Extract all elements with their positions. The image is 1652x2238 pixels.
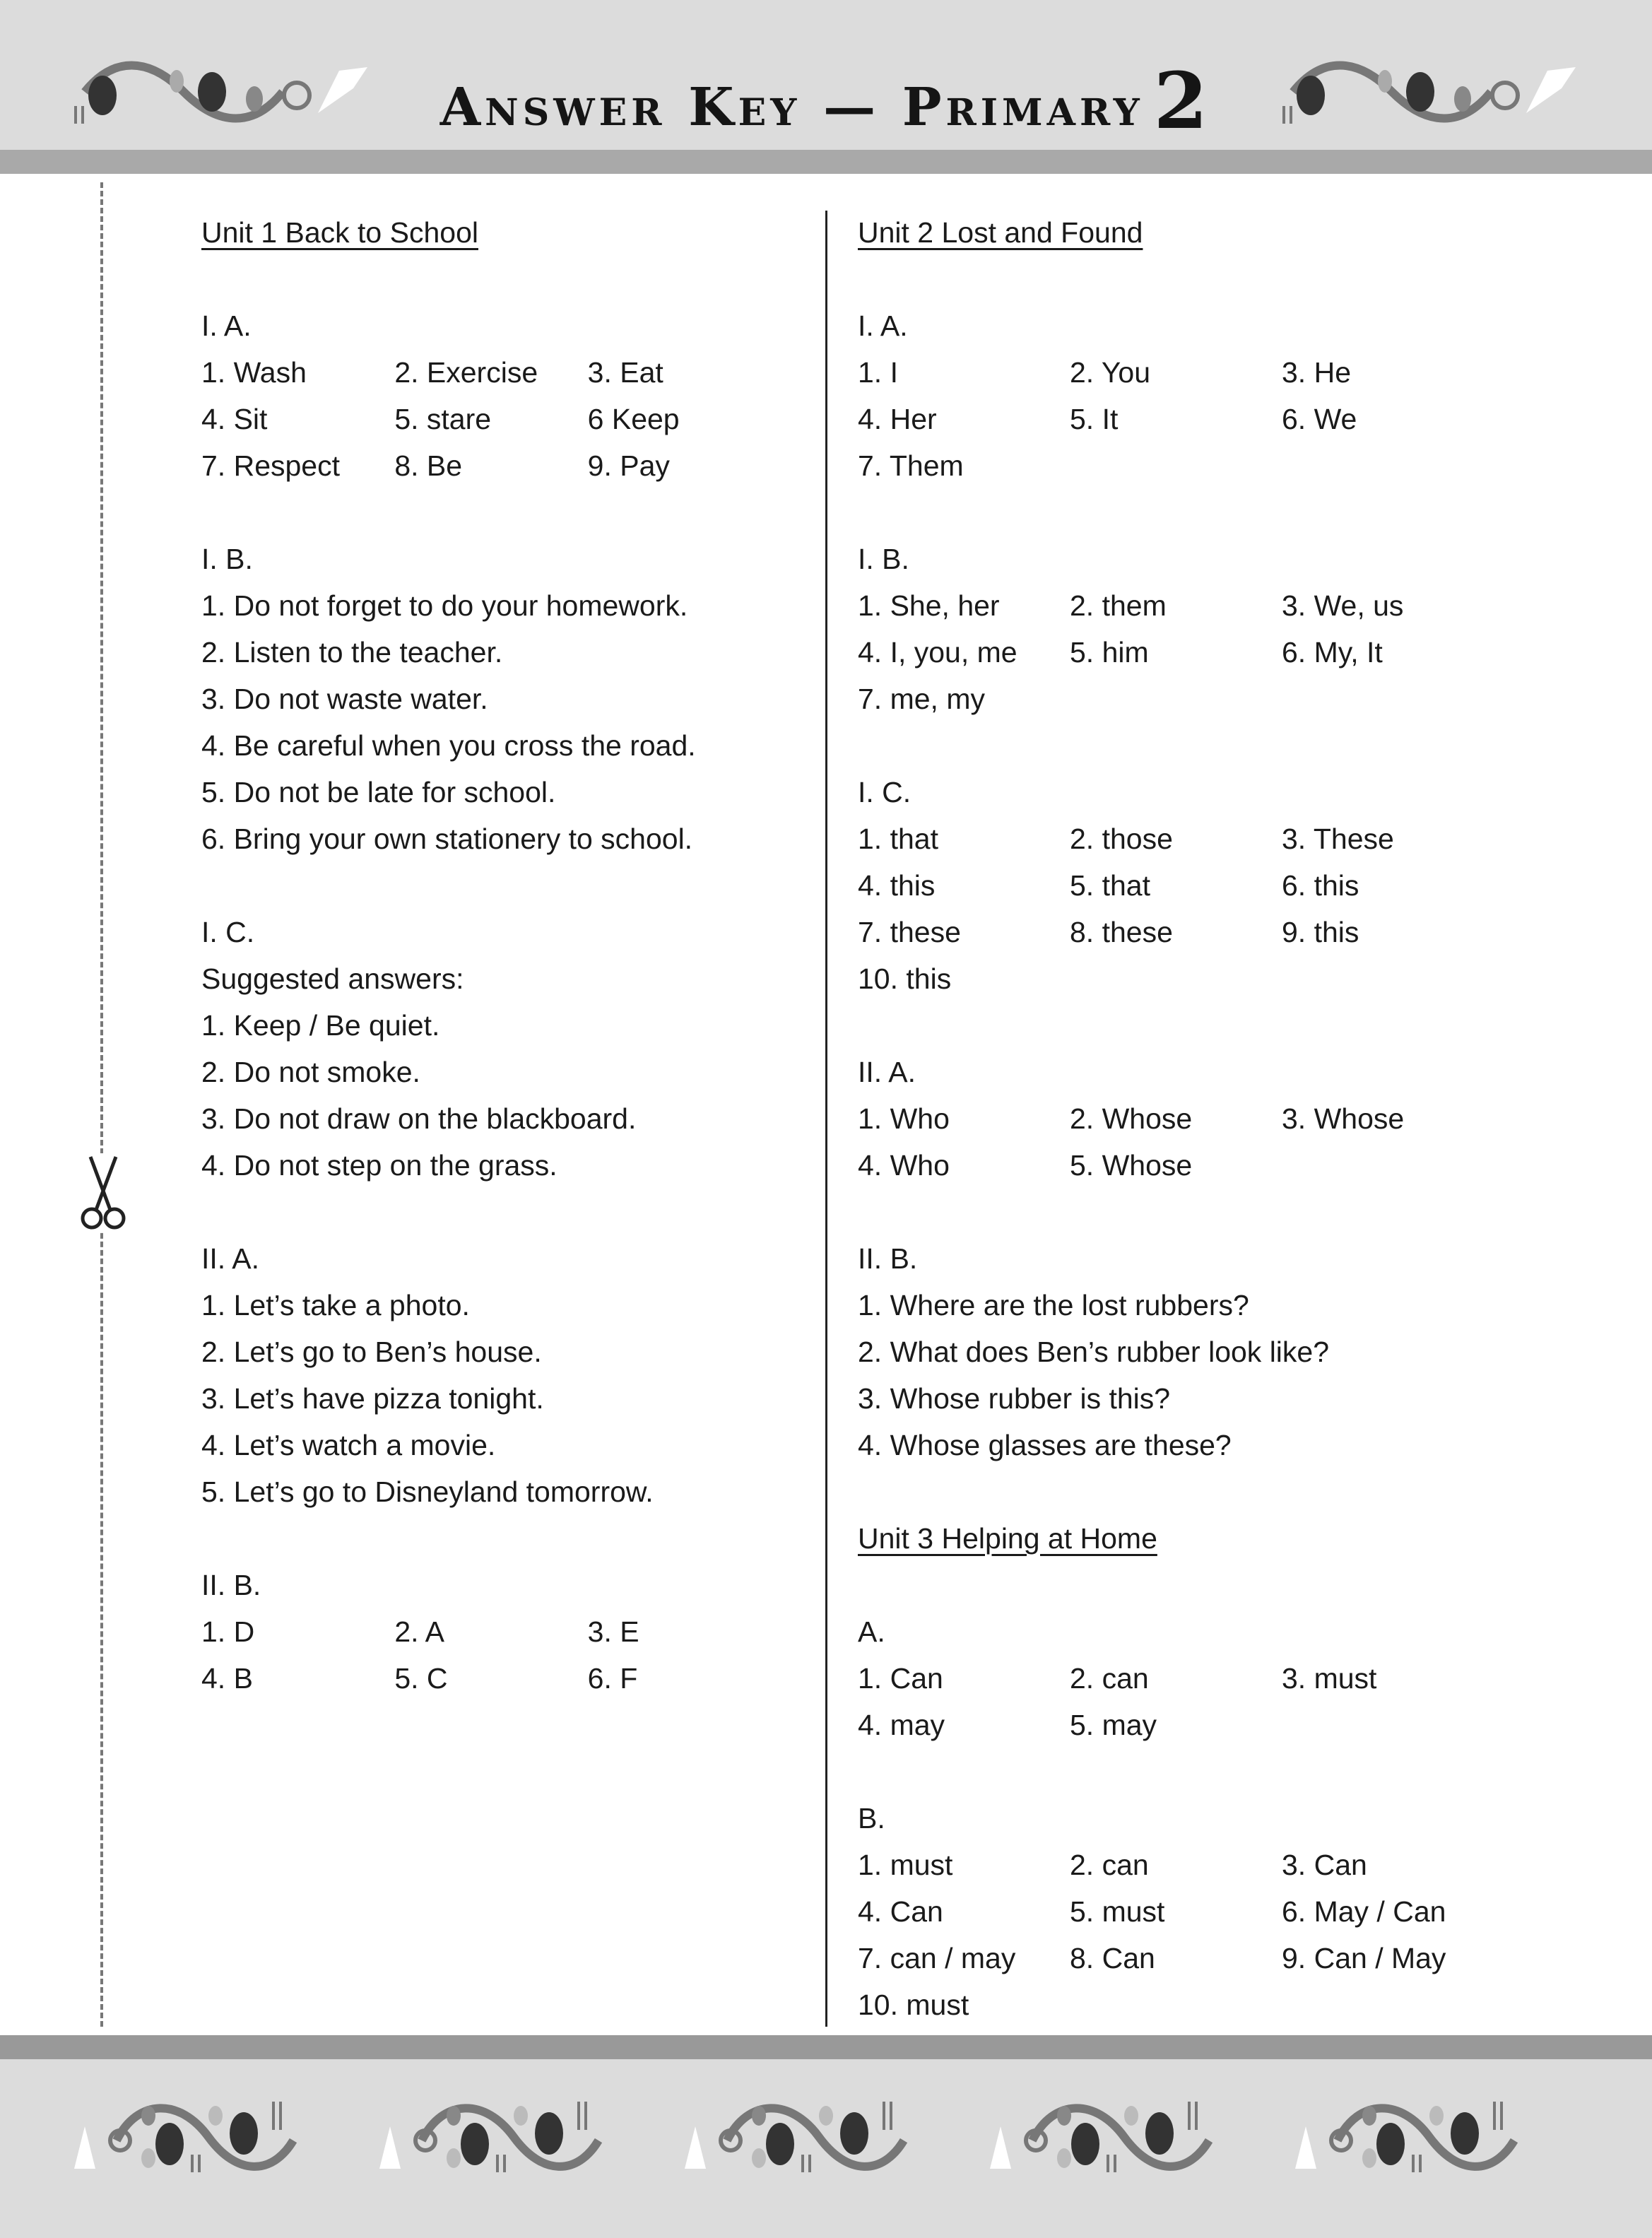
answer-row xyxy=(858,909,1494,955)
answer-row xyxy=(858,1935,1494,1981)
answer: 3. Eat xyxy=(587,356,663,389)
answer: 8. these xyxy=(1070,916,1173,948)
cut-line xyxy=(100,182,103,2027)
answer-row xyxy=(858,1842,1494,1888)
answer: 9. Can / May xyxy=(1282,1942,1446,1974)
answer-row xyxy=(858,1981,1494,2028)
answer: 6. F xyxy=(587,1662,638,1695)
answer-line: 3. Let’s have pizza tonight. xyxy=(201,1382,544,1415)
answer: 2. Exercise xyxy=(394,356,538,389)
answer-line: II. B. xyxy=(201,1569,261,1601)
spacer xyxy=(201,1515,781,1562)
answer-line: I. B. xyxy=(858,543,909,575)
answer: 1. Who xyxy=(858,1102,950,1135)
title-number: 2 xyxy=(1153,55,1213,146)
answer: 1. must xyxy=(858,1849,953,1881)
answer-row xyxy=(858,1142,1494,1189)
answer xyxy=(1282,442,1494,489)
answer: 3. E xyxy=(587,1615,639,1648)
answer-line: 4. Whose glasses are these? xyxy=(858,1429,1232,1461)
answer: 8. Can xyxy=(1070,1942,1155,1974)
answer-row xyxy=(858,1095,1494,1142)
footer-rule xyxy=(0,2035,1652,2059)
answer: 5. that xyxy=(1070,869,1150,902)
spacer xyxy=(858,1748,1494,1795)
answer: 7. Them xyxy=(858,449,964,482)
answer xyxy=(1282,1702,1494,1748)
answer: 1. Can xyxy=(858,1662,943,1695)
answer: 3. must xyxy=(1282,1662,1377,1695)
answer-line: 4. Be careful when you cross the road. xyxy=(201,729,696,762)
answer-line: 4. Let’s watch a movie. xyxy=(201,1429,496,1461)
answer: 7. these xyxy=(858,916,961,948)
spacer xyxy=(858,256,1494,302)
answer: 1. that xyxy=(858,823,938,855)
answer: 2. can xyxy=(1070,1662,1149,1695)
answer: 6. We xyxy=(1282,403,1357,435)
answer: 2. can xyxy=(1070,1849,1149,1881)
answer-row xyxy=(201,1608,781,1655)
floral-ornament-icon xyxy=(372,2098,678,2176)
answer: 6. this xyxy=(1282,869,1359,902)
answer-line: II. A. xyxy=(201,1242,260,1275)
unit-title: Unit 1 Back to School xyxy=(201,216,478,249)
answer-line: 6. Bring your own stationery to school. xyxy=(201,823,693,855)
answer: 4. may xyxy=(858,1709,945,1741)
answer: 4. Who xyxy=(858,1149,950,1182)
answer-row xyxy=(201,396,781,442)
spacer xyxy=(858,1189,1494,1235)
header-rule xyxy=(0,150,1652,174)
floral-ornament-icon xyxy=(678,2098,983,2176)
answer-line: 2. Do not smoke. xyxy=(201,1056,420,1088)
answer: 2. You xyxy=(1070,356,1151,389)
spacer xyxy=(858,489,1494,536)
answer-line: 2. Let’s go to Ben’s house. xyxy=(201,1336,542,1368)
answer-line: 1. Let’s take a photo. xyxy=(201,1289,470,1321)
answer: 4. Her xyxy=(858,403,937,435)
answer-row xyxy=(858,349,1494,396)
answer: 1. She, her xyxy=(858,589,1000,622)
floral-ornament-icon xyxy=(67,2098,372,2176)
answer-line: II. B. xyxy=(858,1242,918,1275)
answer xyxy=(1070,676,1282,722)
answer: 5. him xyxy=(1070,636,1149,669)
footer-ornaments xyxy=(67,2098,1593,2176)
answer: 5. must xyxy=(1070,1895,1165,1928)
answer-row xyxy=(858,1702,1494,1748)
spacer xyxy=(201,1189,781,1235)
column-divider xyxy=(825,211,827,2027)
spacer xyxy=(201,489,781,536)
answer: 3. Whose xyxy=(1282,1102,1405,1135)
answer-line: I. A. xyxy=(201,310,252,342)
answer-line: 5. Let’s go to Disneyland tomorrow. xyxy=(201,1476,654,1508)
answer xyxy=(1282,1142,1494,1189)
answer: 2. those xyxy=(1070,823,1173,855)
floral-ornament-icon xyxy=(71,57,382,127)
unit2-3-column xyxy=(858,209,1494,2028)
answer: 4. Sit xyxy=(201,403,268,435)
answer: 3. He xyxy=(1282,356,1351,389)
answer: 9. Pay xyxy=(587,449,670,482)
answer-row xyxy=(201,349,781,396)
answer-line: I. C. xyxy=(201,916,255,948)
answer: 4. this xyxy=(858,869,936,902)
scissors-icon xyxy=(76,1153,130,1232)
answer: 4. Can xyxy=(858,1895,943,1928)
answer xyxy=(1070,1981,1282,2028)
answer: 8. Be xyxy=(394,449,463,482)
answer: 5. stare xyxy=(394,403,492,435)
answer-line: I. C. xyxy=(858,776,911,808)
answer-row xyxy=(858,676,1494,722)
answer xyxy=(1070,442,1282,489)
answer-line: 4. Do not step on the grass. xyxy=(201,1149,557,1182)
answer xyxy=(1282,955,1494,1002)
answer: 1. I xyxy=(858,356,898,389)
answer-line: 3. Do not draw on the blackboard. xyxy=(201,1102,637,1135)
answer-line: Suggested answers: xyxy=(201,962,464,995)
answer: 4. B xyxy=(201,1662,253,1695)
answer-row xyxy=(858,582,1494,629)
answer-line: I. A. xyxy=(858,310,908,342)
answer xyxy=(1282,676,1494,722)
answer-line: I. B. xyxy=(201,543,253,575)
answer: 2. them xyxy=(1070,589,1167,622)
answer: 3. These xyxy=(1282,823,1394,855)
answer-row xyxy=(201,1655,781,1702)
answer-line: 3. Do not waste water. xyxy=(201,683,488,715)
answer-row xyxy=(858,862,1494,909)
answer xyxy=(1070,955,1282,1002)
answer-line: B. xyxy=(858,1802,885,1834)
answer-row xyxy=(858,1655,1494,1702)
floral-ornament-icon xyxy=(1288,2098,1593,2176)
title-text: Answer Key — Primary xyxy=(439,77,1144,138)
answer: 7. Respect xyxy=(201,449,340,482)
answer: 5. C xyxy=(394,1662,448,1695)
answer-row xyxy=(858,815,1494,862)
spacer xyxy=(858,1468,1494,1515)
answer-line: 2. Listen to the teacher. xyxy=(201,636,503,669)
answer: 1. D xyxy=(201,1615,255,1648)
answer-row xyxy=(858,1888,1494,1935)
answer: 2. Whose xyxy=(1070,1102,1193,1135)
answer-line: II. A. xyxy=(858,1056,916,1088)
answer: 7. me, my xyxy=(858,683,985,715)
unit-title: Unit 3 Helping at Home xyxy=(858,1522,1157,1555)
unit1-column xyxy=(201,209,781,1702)
answer: 6. May / Can xyxy=(1282,1895,1446,1928)
answer-line: 5. Do not be late for school. xyxy=(201,776,556,808)
spacer xyxy=(858,722,1494,769)
answer: 6 Keep xyxy=(587,403,680,435)
answer: 7. can / may xyxy=(858,1942,1016,1974)
answer: 5. It xyxy=(1070,403,1119,435)
spacer xyxy=(201,862,781,909)
answer-row xyxy=(858,629,1494,676)
spacer xyxy=(858,1562,1494,1608)
spacer xyxy=(858,1002,1494,1049)
answer: 3. Can xyxy=(1282,1849,1367,1881)
spacer xyxy=(201,256,781,302)
answer xyxy=(1282,1981,1494,2028)
answer: 9. this xyxy=(1282,916,1359,948)
answer-line: 1. Where are the lost rubbers? xyxy=(858,1289,1249,1321)
answer: 1. Wash xyxy=(201,356,307,389)
floral-ornament-icon xyxy=(1279,57,1590,127)
answer-line: 2. What does Ben’s rubber look like? xyxy=(858,1336,1330,1368)
unit-title: Unit 2 Lost and Found xyxy=(858,216,1143,249)
answer: 5. Whose xyxy=(1070,1149,1193,1182)
answer: 2. A xyxy=(394,1615,444,1648)
answer-line: 3. Whose rubber is this? xyxy=(858,1382,1171,1415)
answer: 10. this xyxy=(858,962,952,995)
answer: 6. My, It xyxy=(1282,636,1383,669)
answer: 10. must xyxy=(858,1989,969,2021)
answer-row xyxy=(858,442,1494,489)
answer: 3. We, us xyxy=(1282,589,1404,622)
footer-band xyxy=(0,2059,1652,2238)
answer: 5. may xyxy=(1070,1709,1157,1741)
floral-ornament-icon xyxy=(983,2098,1288,2176)
answer-line: A. xyxy=(858,1615,885,1648)
answer-row xyxy=(201,442,781,489)
answer-line: 1. Do not forget to do your homework. xyxy=(201,589,688,622)
answer: 4. I, you, me xyxy=(858,636,1017,669)
answer-row xyxy=(858,396,1494,442)
answer-line: 1. Keep / Be quiet. xyxy=(201,1009,440,1042)
answer-row xyxy=(858,955,1494,1002)
